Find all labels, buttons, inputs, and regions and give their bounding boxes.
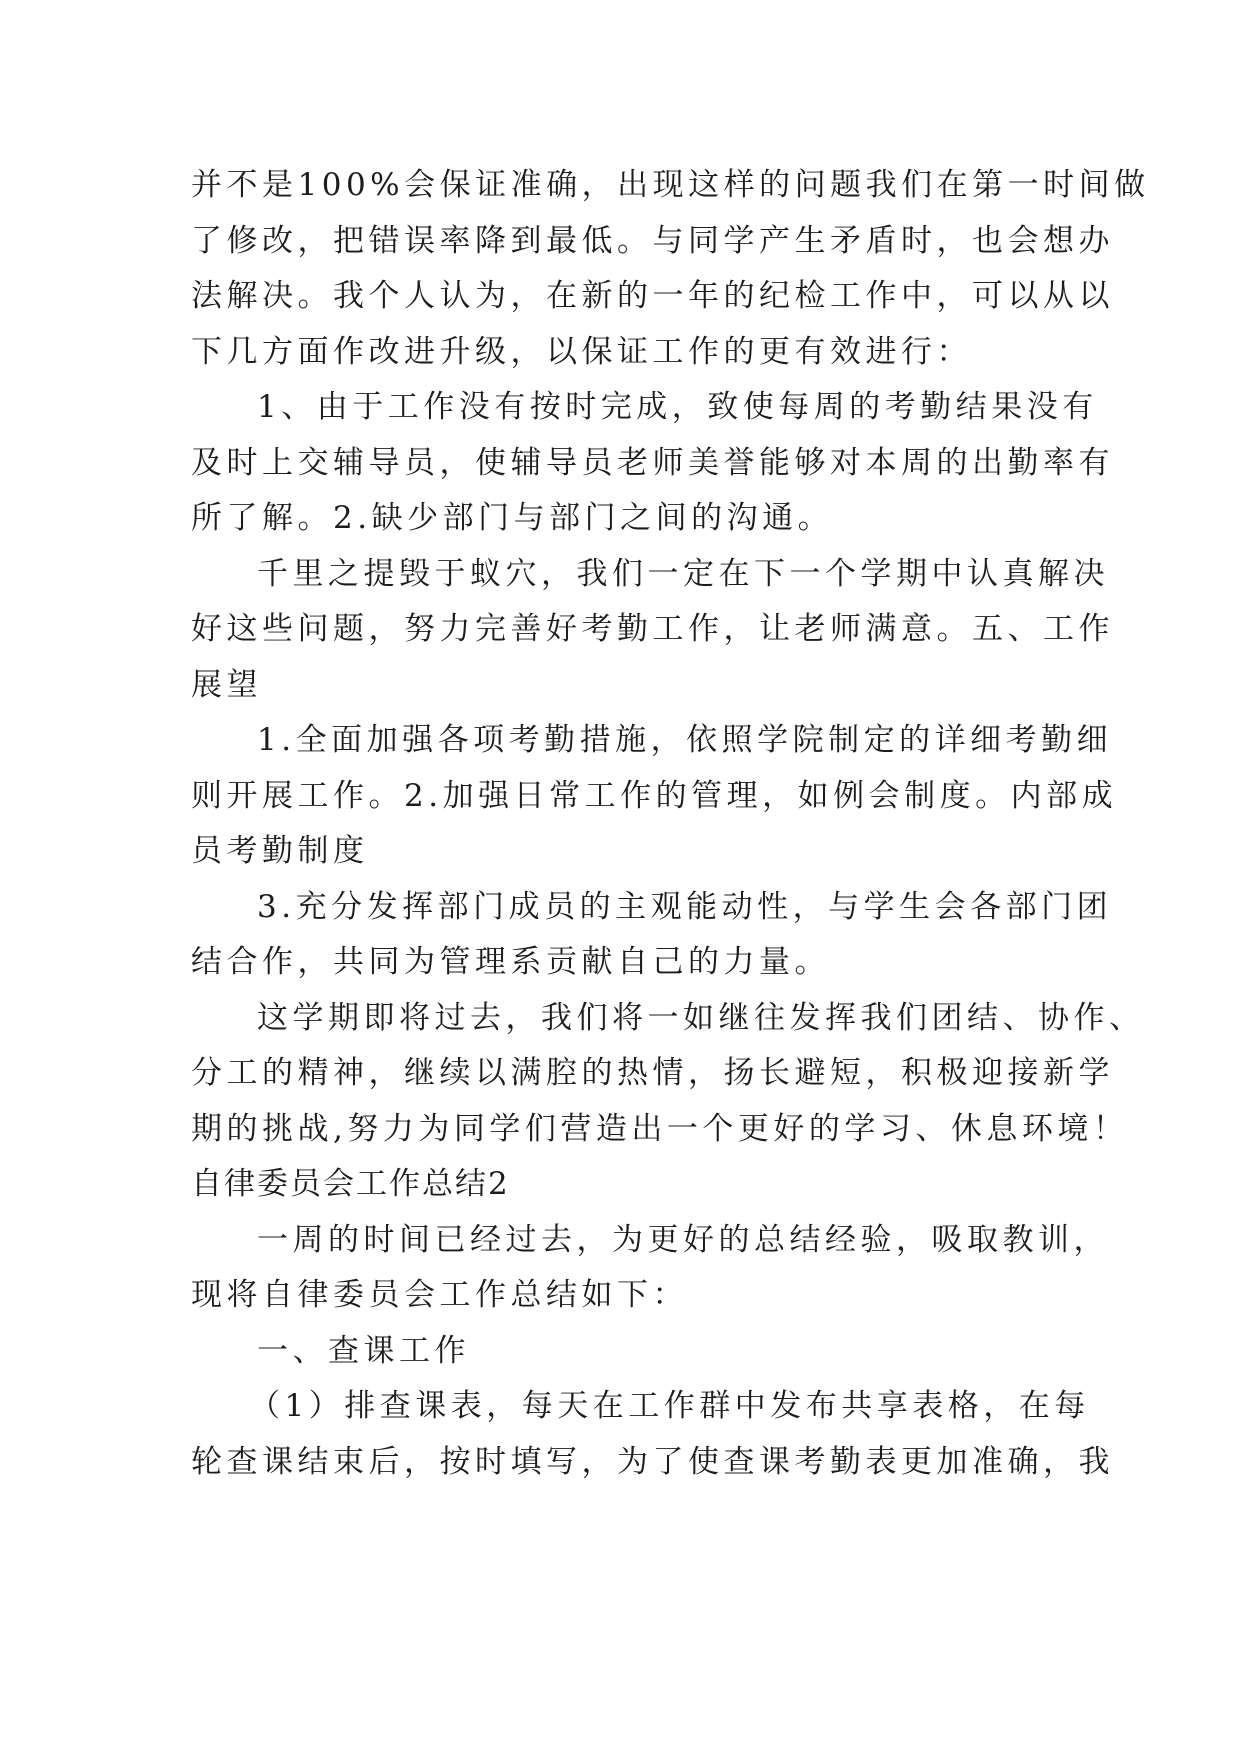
text-line: 一、查课工作: [257, 1332, 470, 1369]
text-line: 现将自律委员会工作总结如下：: [191, 1277, 688, 1313]
text-line: 结合作，共同为管理系贡献自己的力量。: [191, 944, 830, 980]
text-line: 一周的时间已经过去，为更好的总结经验，吸取教训，: [257, 1221, 1109, 1258]
text-line: 员考勤制度: [191, 833, 369, 869]
text-line: 则开展工作。2.加强日常工作的管理，如例会制度。内部成: [191, 777, 1118, 814]
text-line: 了修改，把错误率降到最低。与同学产生矛盾时，也会想办: [191, 222, 1114, 259]
text-line: 1.全面加强各项考勤措施，依照学院制定的详细考勤细: [257, 722, 1113, 758]
text-line: 好这些问题，努力完善好考勤工作，让老师满意。五、工作: [191, 611, 1114, 647]
text-line: 展望: [191, 666, 262, 703]
text-line: 期的挑战,努力为同学们营造出一个更好的学习、休息环境！: [191, 1110, 1129, 1147]
text-line: 3.充分发挥部门成员的主观能动性，与学生会各部门团: [257, 888, 1113, 925]
text-line: 法解决。我个人认为，在新的一年的纪检工作中，可以从以: [191, 278, 1114, 314]
text-line: 轮查课结束后，按时填写，为了使查课考勤表更加准确，我: [191, 1443, 1114, 1480]
text-line: 千里之提毁于蚁穴，我们一定在下一个学期中认真解决: [257, 555, 1109, 592]
text-line: 及时上交辅导员，使辅导员老师美誉能够对本周的出勤率有: [191, 444, 1114, 481]
text-line: 这学期即将过去，我们将一如继往发挥我们团结、协作、: [257, 999, 1145, 1036]
text-line: 分工的精神，继续以满腔的热情，扬长避短，积极迎接新学: [191, 1055, 1114, 1091]
text-line: 并不是100%会保证准确，出现这样的问题我们在第一时间做: [191, 167, 1150, 203]
text-line: 所了解。2.缺少部门与部门之间的沟通。: [191, 500, 834, 536]
document-body: [191, 158, 1150, 1490]
text-line: 下几方面作改进升级，以保证工作的更有效进行：: [191, 333, 972, 370]
section-heading: 自律委员会工作总结2: [191, 1166, 510, 1202]
text-line: （1）排查课表，每天在工作群中发布共享表格，在每: [249, 1388, 1090, 1424]
text-line: 1、由于工作没有按时完成，致使每周的考勤结果没有: [257, 389, 1098, 425]
